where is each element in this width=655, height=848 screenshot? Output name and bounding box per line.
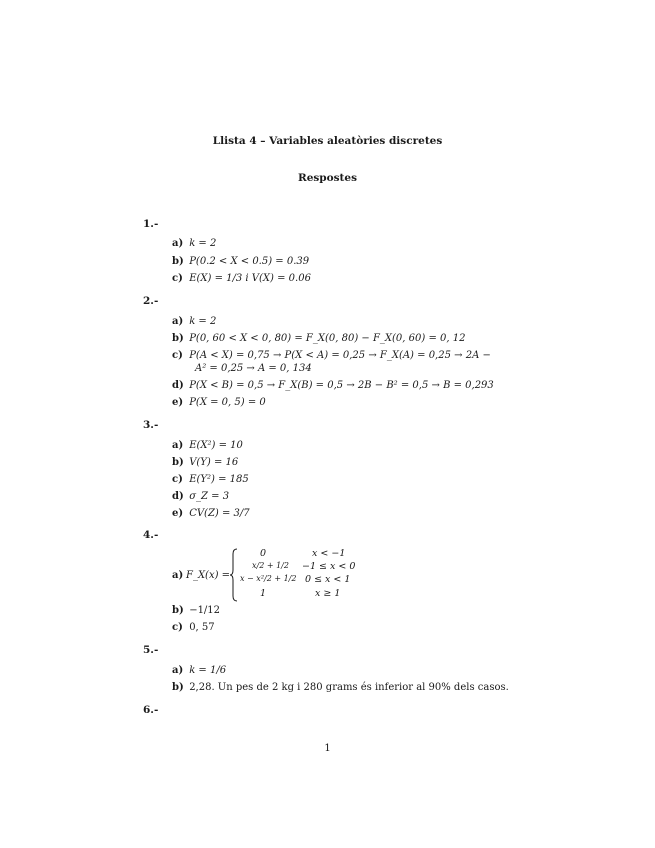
case-cond-1: x < −1 [312, 548, 346, 559]
item-label: c) [172, 474, 183, 485]
piecewise-lhs: F_X(x) = [186, 570, 231, 581]
item-label: c) [172, 622, 183, 633]
case-expr-2: x/2 + 1/2 [252, 561, 289, 570]
item-label: b) [172, 605, 184, 616]
question-number-1: 1.- [143, 218, 159, 230]
answer-3a [172, 440, 243, 451]
answer-2a [172, 316, 216, 327]
item-label: b) [172, 682, 184, 693]
item-text: σ_Z = 3 [189, 491, 230, 502]
answer-1b [172, 256, 309, 267]
item-label: a) [172, 570, 184, 581]
answer-3e [172, 508, 250, 519]
item-text: E(Y²) = 185 [189, 474, 249, 485]
item-label: b) [172, 457, 184, 468]
item-text: E(X) = 1/3 i V(X) = 0.06 [189, 273, 311, 284]
item-text: P(A < X) = 0,75 → P(X < A) = 0,25 → F_X(A) = 0,25 → 2A − [189, 350, 491, 361]
case-cond-3: 0 ≤ x < 1 [305, 574, 351, 585]
answer-1a [172, 238, 216, 249]
answer-3d [172, 491, 229, 502]
answer-2b [172, 333, 465, 344]
case-expr-4: 1 [260, 588, 267, 599]
item-text: P(X = 0, 5) = 0 [189, 397, 266, 408]
item-label: a) [172, 316, 184, 327]
item-text: 0, 57 [189, 622, 215, 633]
item-label: e) [172, 397, 184, 408]
page-number: 1 [324, 743, 331, 754]
item-text: E(X²) = 10 [189, 440, 243, 451]
answer-2c-continuation: A² = 0,25 → A = 0, 134 [195, 363, 312, 374]
answer-5b [172, 682, 509, 693]
case-expr-3: x − x²/2 + 1/2 [240, 574, 297, 583]
item-label: a) [172, 665, 184, 676]
item-label: a) [172, 440, 184, 451]
item-text: 2,28. Un pes de 2 kg i 280 grams és inferior al 90% dels casos. [189, 682, 509, 693]
case-cond-2: −1 ≤ x < 0 [302, 561, 356, 572]
answer-5a [172, 665, 226, 676]
item-label: d) [172, 491, 184, 502]
item-label: b) [172, 333, 184, 344]
question-number-5: 5.- [143, 644, 159, 656]
answer-1c [172, 273, 311, 284]
item-label: b) [172, 256, 184, 267]
item-label: e) [172, 508, 184, 519]
page-subtitle: Respostes [297, 172, 358, 184]
item-text: P(0, 60 < X < 0, 80) = F_X(0, 80) − F_X(0, 60) = 0, 12 [189, 333, 466, 344]
item-label: c) [172, 273, 183, 284]
answer-4b [172, 605, 220, 616]
item-text: k = 2 [189, 238, 217, 249]
item-text: V(Y) = 16 [189, 457, 239, 468]
question-number-6: 6.- [143, 704, 159, 716]
page-title: Llista 4 – Variables aleatòries discretes [212, 135, 443, 147]
case-expr-1: 0 [260, 548, 267, 559]
answer-4a-piecewise [172, 548, 372, 602]
item-label: c) [172, 350, 183, 361]
answer-4c [172, 622, 215, 633]
item-text: k = 1/6 [189, 665, 227, 676]
item-text: k = 2 [189, 316, 217, 327]
item-text: −1/12 [189, 605, 221, 616]
answer-2d [172, 380, 494, 391]
item-label: a) [172, 238, 184, 249]
item-text: CV(Z) = 3/7 [189, 508, 250, 519]
answer-3c [172, 474, 249, 485]
question-number-4: 4.- [143, 529, 159, 541]
answer-2c [172, 350, 491, 361]
case-cond-4: x ≥ 1 [315, 588, 341, 599]
item-text: P(X < B) = 0,5 → F_X(B) = 0,5 → 2B − B² = 0,5 → B = 0,293 [189, 380, 494, 391]
question-number-2: 2.- [143, 295, 159, 307]
answer-3b [172, 457, 238, 468]
item-text: P(0.2 < X < 0.5) = 0.39 [189, 256, 310, 267]
question-number-3: 3.- [143, 419, 159, 431]
left-brace-icon [229, 548, 239, 602]
answer-2e [172, 397, 266, 408]
item-label: d) [172, 380, 184, 391]
